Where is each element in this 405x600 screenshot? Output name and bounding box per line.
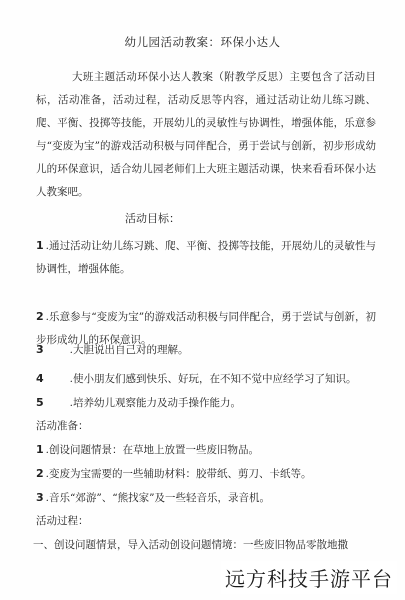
goal-number: 5	[36, 396, 44, 409]
goal-text: .通过活动让幼儿练习跳、爬、平衡、投掷等技能，开展幼儿的灵敏性与协调性，增强体能。	[36, 240, 376, 275]
goals-heading: 活动目标：	[125, 212, 180, 225]
goal-text: .大胆说出自己对的理解。	[69, 344, 189, 356]
prep-item	[36, 486, 376, 510]
goal-text: .使小朋友们感到快乐、好玩，在不知不觉中应经学习了知识。	[69, 373, 357, 385]
prep-text: .变废为宝需要的一些辅助材料：胶带纸、剪刀、卡纸等。	[45, 468, 312, 480]
goal-item	[36, 234, 376, 281]
goal-number: 3	[36, 343, 44, 356]
prep-number: 3	[36, 491, 44, 504]
goal-item	[36, 391, 376, 415]
prep-item	[36, 438, 376, 462]
process-heading: 活动过程：	[36, 515, 89, 527]
goal-number: 4	[36, 372, 44, 385]
goal-item	[36, 338, 376, 362]
goal-text: .乐意参与“变废为宝”的游戏活动积极与同伴配合，勇于尝试与创新，初步形成幼儿的环保意识。	[36, 311, 376, 346]
goal-item	[36, 367, 376, 391]
intro-paragraph: 大班主题活动环保小达人教案（附教学反思）主要包含了活动目标，活动准备，活动过程，活动反思等内容，通过活动让幼儿练习跳、爬、平衡、投掷等技能，开展幼儿的灵敏性与协调性，增强体能，乐意参与“变废为宝”的游戏活动积极与同伴配合，勇于尝试与创新，初步形成幼儿的环保意识，适合幼儿园老师们上大班主题活动课，快来看看环保小达人教案吧。	[36, 71, 376, 198]
prep-number: 1	[36, 443, 44, 456]
watermark-text: 远方科技手游平台	[221, 561, 397, 594]
prep-item	[36, 462, 376, 486]
prep-text: .创设问题情景：在草地上放置一些废旧物品。	[45, 444, 259, 456]
goal-text: .培养幼儿观察能力及动手操作能力。	[69, 397, 241, 409]
page-title: 幼儿园活动教案：环保小达人	[124, 35, 281, 49]
process-paragraph: 一、创设问题情景，导入活动创设问题情境：一些废旧物品零散地撒	[33, 539, 348, 551]
goal-number: 2	[36, 310, 44, 323]
prep-number: 2	[36, 467, 44, 480]
goal-number: 1	[36, 239, 44, 252]
prep-text: .音乐“郊游”、“熊找家”及一些轻音乐，录音机。	[45, 492, 270, 504]
prep-heading: 活动准备：	[36, 420, 89, 432]
